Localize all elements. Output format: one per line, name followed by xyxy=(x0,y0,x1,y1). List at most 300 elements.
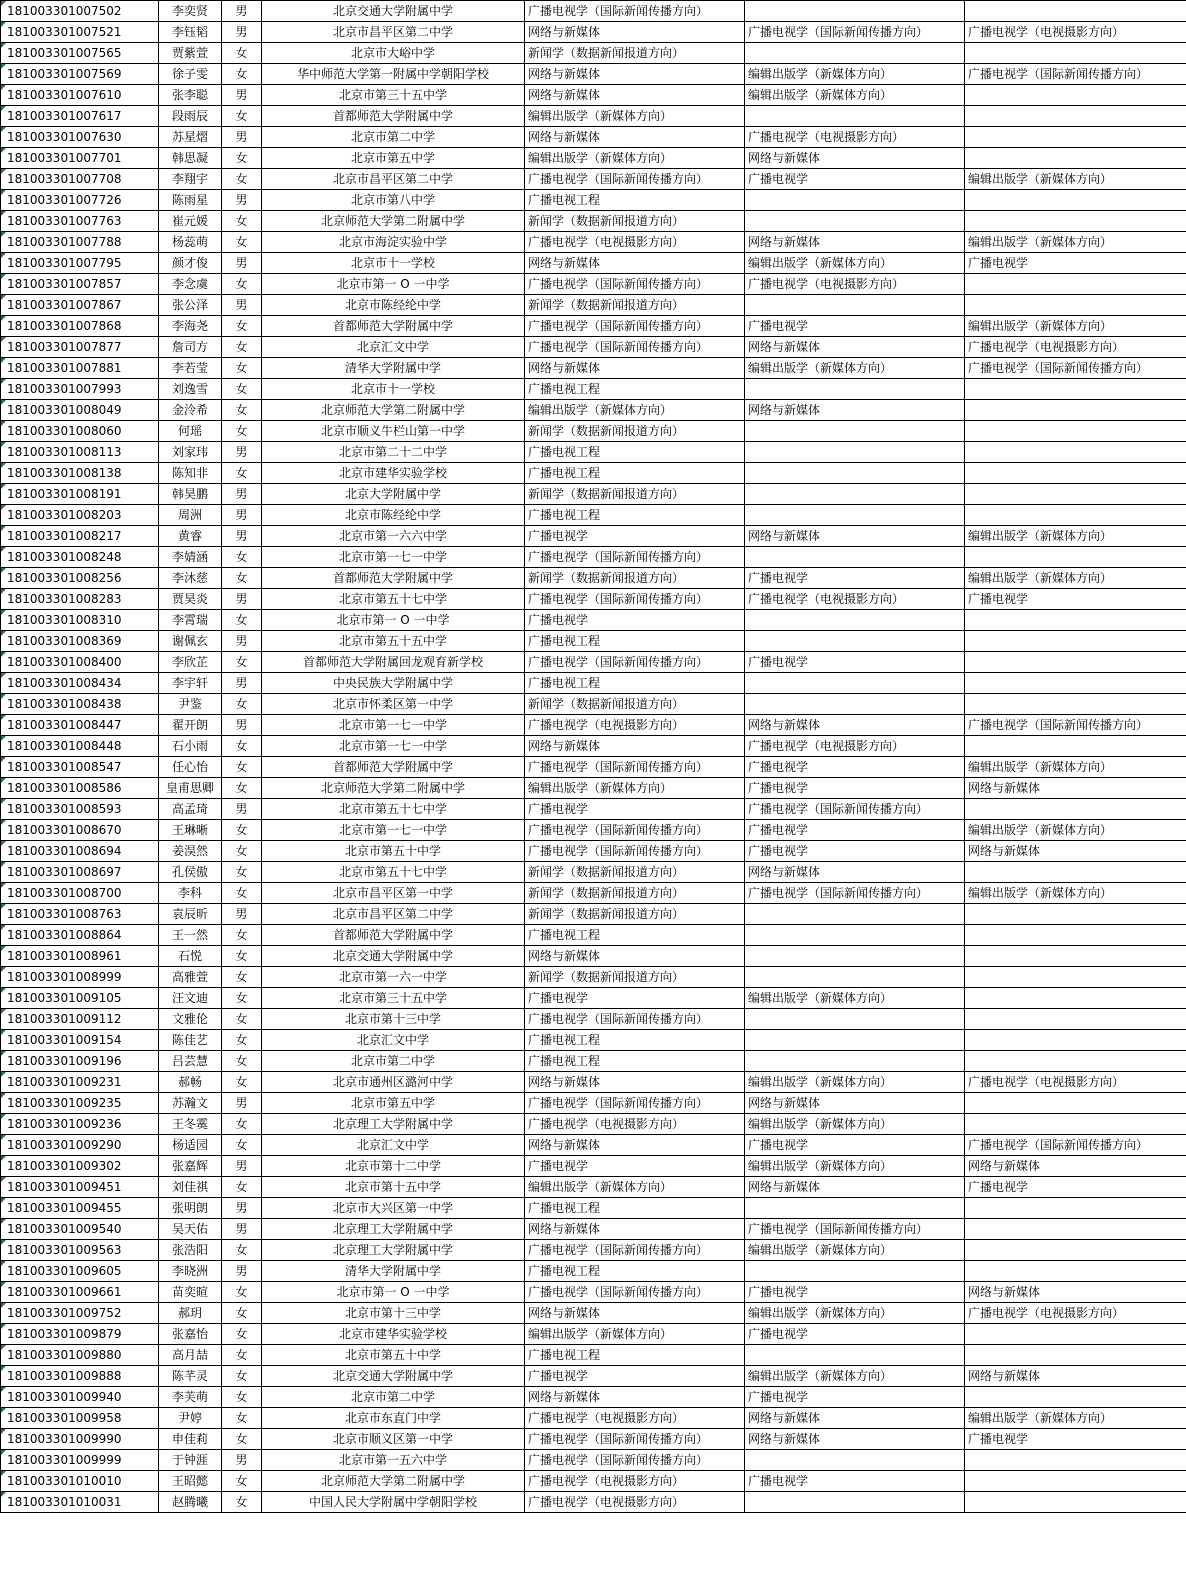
major-choice-3-cell[interactable]: 网络与新媒体 xyxy=(965,778,1186,799)
school-cell[interactable]: 北京市第五十七中学 xyxy=(262,589,525,610)
major-choice-2-cell[interactable]: 广播电视学（国际新闻传播方向） xyxy=(745,22,965,43)
major-choice-3-cell[interactable]: 广播电视学 xyxy=(965,1177,1186,1198)
gender-cell[interactable]: 女 xyxy=(222,1429,262,1450)
student-id-cell[interactable]: 181003301007569 xyxy=(1,64,159,85)
student-id-cell[interactable]: 181003301007610 xyxy=(1,85,159,106)
name-cell[interactable]: 苏星熠 xyxy=(159,127,222,148)
gender-cell[interactable]: 男 xyxy=(222,22,262,43)
name-cell[interactable]: 高雅萱 xyxy=(159,967,222,988)
student-id-cell[interactable]: 181003301008448 xyxy=(1,736,159,757)
major-choice-2-cell[interactable]: 网络与新媒体 xyxy=(745,1177,965,1198)
major-choice-1-cell[interactable]: 广播电视学（电视摄影方向） xyxy=(525,232,745,253)
student-id-cell[interactable]: 181003301007857 xyxy=(1,274,159,295)
major-choice-3-cell[interactable] xyxy=(965,1492,1186,1513)
student-id-cell[interactable]: 181003301007565 xyxy=(1,43,159,64)
major-choice-3-cell[interactable]: 编辑出版学（新媒体方向） xyxy=(965,169,1186,190)
gender-cell[interactable]: 男 xyxy=(222,85,262,106)
major-choice-2-cell[interactable]: 网络与新媒体 xyxy=(745,1093,965,1114)
major-choice-2-cell[interactable] xyxy=(745,1,965,22)
student-id-cell[interactable]: 181003301008438 xyxy=(1,694,159,715)
name-cell[interactable]: 陈雨星 xyxy=(159,190,222,211)
school-cell[interactable]: 北京市东直门中学 xyxy=(262,1408,525,1429)
name-cell[interactable]: 韩思凝 xyxy=(159,148,222,169)
school-cell[interactable]: 中央民族大学附属中学 xyxy=(262,673,525,694)
major-choice-1-cell[interactable]: 网络与新媒体 xyxy=(525,1072,745,1093)
school-cell[interactable]: 北京市第一七一中学 xyxy=(262,715,525,736)
major-choice-1-cell[interactable]: 广播电视学（国际新闻传播方向） xyxy=(525,1093,745,1114)
gender-cell[interactable]: 女 xyxy=(222,862,262,883)
major-choice-2-cell[interactable]: 编辑出版学（新媒体方向） xyxy=(745,1366,965,1387)
gender-cell[interactable]: 女 xyxy=(222,1177,262,1198)
name-cell[interactable]: 王冬霙 xyxy=(159,1114,222,1135)
student-id-cell[interactable]: 181003301009879 xyxy=(1,1324,159,1345)
major-choice-1-cell[interactable]: 广播电视工程 xyxy=(525,442,745,463)
major-choice-3-cell[interactable]: 广播电视学（国际新闻传播方向） xyxy=(965,358,1186,379)
name-cell[interactable]: 贾昊炎 xyxy=(159,589,222,610)
school-cell[interactable]: 首都师范大学附属中学 xyxy=(262,316,525,337)
major-choice-3-cell[interactable]: 广播电视学（电视摄影方向） xyxy=(965,337,1186,358)
school-cell[interactable]: 北京市第一 O 一中学 xyxy=(262,610,525,631)
major-choice-2-cell[interactable]: 广播电视学 xyxy=(745,1324,965,1345)
gender-cell[interactable]: 女 xyxy=(222,883,262,904)
student-id-cell[interactable]: 181003301008060 xyxy=(1,421,159,442)
major-choice-2-cell[interactable]: 广播电视学 xyxy=(745,1135,965,1156)
student-id-cell[interactable]: 181003301009105 xyxy=(1,988,159,1009)
major-choice-2-cell[interactable]: 编辑出版学（新媒体方向） xyxy=(745,358,965,379)
school-cell[interactable]: 北京市昌平区第一中学 xyxy=(262,883,525,904)
major-choice-2-cell[interactable]: 广播电视学 xyxy=(745,841,965,862)
school-cell[interactable]: 北京汇文中学 xyxy=(262,337,525,358)
major-choice-2-cell[interactable] xyxy=(745,694,965,715)
gender-cell[interactable]: 女 xyxy=(222,652,262,673)
major-choice-3-cell[interactable] xyxy=(965,1114,1186,1135)
major-choice-2-cell[interactable] xyxy=(745,211,965,232)
student-id-cell[interactable]: 181003301007795 xyxy=(1,253,159,274)
student-id-cell[interactable]: 181003301008217 xyxy=(1,526,159,547)
major-choice-2-cell[interactable]: 广播电视学 xyxy=(745,757,965,778)
gender-cell[interactable]: 女 xyxy=(222,778,262,799)
student-id-cell[interactable]: 181003301008670 xyxy=(1,820,159,841)
gender-cell[interactable]: 女 xyxy=(222,358,262,379)
gender-cell[interactable]: 女 xyxy=(222,337,262,358)
name-cell[interactable]: 高孟琦 xyxy=(159,799,222,820)
name-cell[interactable]: 任心怡 xyxy=(159,757,222,778)
major-choice-2-cell[interactable]: 广播电视学 xyxy=(745,1282,965,1303)
major-choice-3-cell[interactable] xyxy=(965,862,1186,883)
name-cell[interactable]: 李若莹 xyxy=(159,358,222,379)
name-cell[interactable]: 韩昊鹏 xyxy=(159,484,222,505)
major-choice-2-cell[interactable] xyxy=(745,946,965,967)
name-cell[interactable]: 崔元媛 xyxy=(159,211,222,232)
student-id-cell[interactable]: 181003301009235 xyxy=(1,1093,159,1114)
student-id-cell[interactable]: 181003301009455 xyxy=(1,1198,159,1219)
student-id-cell[interactable]: 181003301008447 xyxy=(1,715,159,736)
gender-cell[interactable]: 男 xyxy=(222,295,262,316)
gender-cell[interactable]: 女 xyxy=(222,547,262,568)
name-cell[interactable]: 孔侯傲 xyxy=(159,862,222,883)
school-cell[interactable]: 北京市海淀实验中学 xyxy=(262,232,525,253)
major-choice-2-cell[interactable] xyxy=(745,1051,965,1072)
major-choice-1-cell[interactable]: 网络与新媒体 xyxy=(525,127,745,148)
school-cell[interactable]: 北京市大峪中学 xyxy=(262,43,525,64)
major-choice-1-cell[interactable]: 广播电视工程 xyxy=(525,505,745,526)
gender-cell[interactable]: 女 xyxy=(222,1387,262,1408)
student-id-cell[interactable]: 181003301007521 xyxy=(1,22,159,43)
major-choice-3-cell[interactable]: 编辑出版学（新媒体方向） xyxy=(965,526,1186,547)
major-choice-2-cell[interactable]: 广播电视学（电视摄影方向） xyxy=(745,274,965,295)
major-choice-3-cell[interactable] xyxy=(965,463,1186,484)
major-choice-2-cell[interactable]: 编辑出版学（新媒体方向） xyxy=(745,1156,965,1177)
school-cell[interactable]: 北京市第五十七中学 xyxy=(262,799,525,820)
student-id-cell[interactable]: 181003301008961 xyxy=(1,946,159,967)
major-choice-1-cell[interactable]: 广播电视学 xyxy=(525,799,745,820)
major-choice-3-cell[interactable]: 编辑出版学（新媒体方向） xyxy=(965,757,1186,778)
student-id-cell[interactable]: 181003301007877 xyxy=(1,337,159,358)
student-id-cell[interactable]: 181003301009880 xyxy=(1,1345,159,1366)
student-id-cell[interactable]: 181003301007868 xyxy=(1,316,159,337)
name-cell[interactable]: 杨蕊萌 xyxy=(159,232,222,253)
major-choice-1-cell[interactable]: 新闻学（数据新闻报道方向） xyxy=(525,295,745,316)
major-choice-3-cell[interactable] xyxy=(965,442,1186,463)
gender-cell[interactable]: 女 xyxy=(222,1114,262,1135)
student-id-cell[interactable]: 181003301008049 xyxy=(1,400,159,421)
gender-cell[interactable]: 女 xyxy=(222,568,262,589)
major-choice-3-cell[interactable] xyxy=(965,379,1186,400)
major-choice-1-cell[interactable]: 新闻学（数据新闻报道方向） xyxy=(525,862,745,883)
name-cell[interactable]: 王昭懿 xyxy=(159,1471,222,1492)
gender-cell[interactable]: 女 xyxy=(222,841,262,862)
student-id-cell[interactable]: 181003301007881 xyxy=(1,358,159,379)
student-id-cell[interactable]: 181003301008283 xyxy=(1,589,159,610)
school-cell[interactable]: 北京市昌平区第二中学 xyxy=(262,169,525,190)
major-choice-3-cell[interactable] xyxy=(965,673,1186,694)
major-choice-3-cell[interactable] xyxy=(965,904,1186,925)
school-cell[interactable]: 首都师范大学附属中学 xyxy=(262,925,525,946)
major-choice-1-cell[interactable]: 广播电视学（国际新闻传播方向） xyxy=(525,1240,745,1261)
gender-cell[interactable]: 男 xyxy=(222,505,262,526)
major-choice-2-cell[interactable]: 网络与新媒体 xyxy=(745,862,965,883)
name-cell[interactable]: 李婧涵 xyxy=(159,547,222,568)
major-choice-2-cell[interactable] xyxy=(745,505,965,526)
major-choice-1-cell[interactable]: 广播电视学（国际新闻传播方向） xyxy=(525,820,745,841)
name-cell[interactable]: 于钟涯 xyxy=(159,1450,222,1471)
name-cell[interactable]: 李芙萌 xyxy=(159,1387,222,1408)
student-id-cell[interactable]: 181003301009196 xyxy=(1,1051,159,1072)
name-cell[interactable]: 苗奕暄 xyxy=(159,1282,222,1303)
major-choice-3-cell[interactable]: 编辑出版学（新媒体方向） xyxy=(965,883,1186,904)
major-choice-2-cell[interactable]: 编辑出版学（新媒体方向） xyxy=(745,253,965,274)
gender-cell[interactable]: 男 xyxy=(222,799,262,820)
major-choice-3-cell[interactable] xyxy=(965,1009,1186,1030)
major-choice-3-cell[interactable] xyxy=(965,547,1186,568)
major-choice-1-cell[interactable]: 广播电视学（国际新闻传播方向） xyxy=(525,274,745,295)
school-cell[interactable]: 北京市昌平区第二中学 xyxy=(262,22,525,43)
major-choice-1-cell[interactable]: 广播电视学（电视摄影方向） xyxy=(525,1114,745,1135)
name-cell[interactable]: 李沐慈 xyxy=(159,568,222,589)
major-choice-3-cell[interactable]: 广播电视学（国际新闻传播方向） xyxy=(965,715,1186,736)
major-choice-1-cell[interactable]: 广播电视学（电视摄影方向） xyxy=(525,1408,745,1429)
gender-cell[interactable]: 男 xyxy=(222,253,262,274)
major-choice-1-cell[interactable]: 广播电视学 xyxy=(525,1366,745,1387)
major-choice-1-cell[interactable]: 网络与新媒体 xyxy=(525,64,745,85)
name-cell[interactable]: 李翔宇 xyxy=(159,169,222,190)
gender-cell[interactable]: 女 xyxy=(222,1324,262,1345)
student-id-cell[interactable]: 181003301009154 xyxy=(1,1030,159,1051)
major-choice-2-cell[interactable] xyxy=(745,190,965,211)
gender-cell[interactable]: 女 xyxy=(222,1471,262,1492)
name-cell[interactable]: 张嘉辉 xyxy=(159,1156,222,1177)
gender-cell[interactable]: 女 xyxy=(222,1408,262,1429)
gender-cell[interactable]: 女 xyxy=(222,232,262,253)
name-cell[interactable]: 姜淏然 xyxy=(159,841,222,862)
major-choice-3-cell[interactable] xyxy=(965,799,1186,820)
name-cell[interactable]: 郝玥 xyxy=(159,1303,222,1324)
name-cell[interactable]: 颜才俊 xyxy=(159,253,222,274)
name-cell[interactable]: 苏瀚文 xyxy=(159,1093,222,1114)
major-choice-2-cell[interactable] xyxy=(745,1261,965,1282)
major-choice-1-cell[interactable]: 新闻学（数据新闻报道方向） xyxy=(525,421,745,442)
major-choice-1-cell[interactable]: 广播电视学（国际新闻传播方向） xyxy=(525,1450,745,1471)
major-choice-1-cell[interactable]: 网络与新媒体 xyxy=(525,253,745,274)
major-choice-3-cell[interactable]: 网络与新媒体 xyxy=(965,1366,1186,1387)
gender-cell[interactable]: 女 xyxy=(222,946,262,967)
major-choice-1-cell[interactable]: 广播电视学（国际新闻传播方向） xyxy=(525,1009,745,1030)
school-cell[interactable]: 北京市通州区潞河中学 xyxy=(262,1072,525,1093)
major-choice-1-cell[interactable]: 广播电视工程 xyxy=(525,925,745,946)
major-choice-1-cell[interactable]: 广播电视工程 xyxy=(525,1261,745,1282)
student-id-cell[interactable]: 181003301008700 xyxy=(1,883,159,904)
major-choice-1-cell[interactable]: 编辑出版学（新媒体方向） xyxy=(525,106,745,127)
gender-cell[interactable]: 男 xyxy=(222,1261,262,1282)
major-choice-3-cell[interactable] xyxy=(965,1,1186,22)
major-choice-2-cell[interactable]: 编辑出版学（新媒体方向） xyxy=(745,1072,965,1093)
gender-cell[interactable]: 男 xyxy=(222,1156,262,1177)
gender-cell[interactable]: 女 xyxy=(222,316,262,337)
school-cell[interactable]: 华中师范大学第一附属中学朝阳学校 xyxy=(262,64,525,85)
student-id-cell[interactable]: 181003301008138 xyxy=(1,463,159,484)
major-choice-2-cell[interactable]: 网络与新媒体 xyxy=(745,1429,965,1450)
school-cell[interactable]: 北京市怀柔区第一中学 xyxy=(262,694,525,715)
major-choice-1-cell[interactable]: 网络与新媒体 xyxy=(525,22,745,43)
major-choice-2-cell[interactable]: 编辑出版学（新媒体方向） xyxy=(745,1303,965,1324)
school-cell[interactable]: 北京市第五十中学 xyxy=(262,1345,525,1366)
major-choice-3-cell[interactable] xyxy=(965,652,1186,673)
student-id-cell[interactable]: 181003301008434 xyxy=(1,673,159,694)
name-cell[interactable]: 李晓洲 xyxy=(159,1261,222,1282)
gender-cell[interactable]: 女 xyxy=(222,64,262,85)
school-cell[interactable]: 北京市顺义区第一中学 xyxy=(262,1429,525,1450)
major-choice-1-cell[interactable]: 新闻学（数据新闻报道方向） xyxy=(525,211,745,232)
major-choice-2-cell[interactable]: 广播电视学 xyxy=(745,169,965,190)
gender-cell[interactable]: 男 xyxy=(222,715,262,736)
school-cell[interactable]: 北京市第二中学 xyxy=(262,1051,525,1072)
name-cell[interactable]: 李念虞 xyxy=(159,274,222,295)
gender-cell[interactable]: 女 xyxy=(222,400,262,421)
student-id-cell[interactable]: 181003301008864 xyxy=(1,925,159,946)
major-choice-1-cell[interactable]: 网络与新媒体 xyxy=(525,85,745,106)
major-choice-1-cell[interactable]: 新闻学（数据新闻报道方向） xyxy=(525,694,745,715)
school-cell[interactable]: 北京市第五十七中学 xyxy=(262,862,525,883)
major-choice-2-cell[interactable]: 网络与新媒体 xyxy=(745,1408,965,1429)
school-cell[interactable]: 北京大学附属中学 xyxy=(262,484,525,505)
major-choice-1-cell[interactable]: 广播电视学（国际新闻传播方向） xyxy=(525,547,745,568)
major-choice-2-cell[interactable]: 编辑出版学（新媒体方向） xyxy=(745,64,965,85)
student-id-cell[interactable]: 181003301008400 xyxy=(1,652,159,673)
gender-cell[interactable]: 女 xyxy=(222,1366,262,1387)
major-choice-3-cell[interactable]: 广播电视学（电视摄影方向） xyxy=(965,1303,1186,1324)
gender-cell[interactable]: 男 xyxy=(222,1198,262,1219)
major-choice-1-cell[interactable]: 新闻学（数据新闻报道方向） xyxy=(525,484,745,505)
student-id-cell[interactable]: 181003301007617 xyxy=(1,106,159,127)
school-cell[interactable]: 首都师范大学附属中学 xyxy=(262,106,525,127)
major-choice-3-cell[interactable] xyxy=(965,631,1186,652)
name-cell[interactable]: 李钰韬 xyxy=(159,22,222,43)
school-cell[interactable]: 北京市第一五六中学 xyxy=(262,1450,525,1471)
major-choice-1-cell[interactable]: 广播电视学 xyxy=(525,526,745,547)
major-choice-2-cell[interactable] xyxy=(745,1198,965,1219)
gender-cell[interactable]: 女 xyxy=(222,1240,262,1261)
school-cell[interactable]: 清华大学附属中学 xyxy=(262,1261,525,1282)
gender-cell[interactable]: 男 xyxy=(222,1093,262,1114)
student-id-cell[interactable]: 181003301009302 xyxy=(1,1156,159,1177)
name-cell[interactable]: 汪文迪 xyxy=(159,988,222,1009)
major-choice-1-cell[interactable]: 广播电视学 xyxy=(525,1156,745,1177)
school-cell[interactable]: 首都师范大学附属中学 xyxy=(262,757,525,778)
major-choice-2-cell[interactable] xyxy=(745,463,965,484)
name-cell[interactable]: 黄睿 xyxy=(159,526,222,547)
school-cell[interactable]: 北京市第二中学 xyxy=(262,1387,525,1408)
major-choice-2-cell[interactable]: 广播电视学（国际新闻传播方向） xyxy=(745,1219,965,1240)
major-choice-2-cell[interactable] xyxy=(745,379,965,400)
gender-cell[interactable]: 女 xyxy=(222,694,262,715)
name-cell[interactable]: 金泠希 xyxy=(159,400,222,421)
student-id-cell[interactable]: 181003301008763 xyxy=(1,904,159,925)
school-cell[interactable]: 北京市第一六一中学 xyxy=(262,967,525,988)
student-id-cell[interactable]: 181003301007630 xyxy=(1,127,159,148)
major-choice-2-cell[interactable] xyxy=(745,1030,965,1051)
major-choice-1-cell[interactable]: 广播电视工程 xyxy=(525,1051,745,1072)
major-choice-1-cell[interactable]: 广播电视工程 xyxy=(525,673,745,694)
major-choice-2-cell[interactable] xyxy=(745,1009,965,1030)
major-choice-2-cell[interactable]: 广播电视学（电视摄影方向） xyxy=(745,589,965,610)
student-id-cell[interactable]: 181003301009999 xyxy=(1,1450,159,1471)
major-choice-3-cell[interactable] xyxy=(965,967,1186,988)
student-id-cell[interactable]: 181003301009605 xyxy=(1,1261,159,1282)
school-cell[interactable]: 北京市陈经纶中学 xyxy=(262,295,525,316)
school-cell[interactable]: 北京市昌平区第二中学 xyxy=(262,904,525,925)
major-choice-1-cell[interactable]: 网络与新媒体 xyxy=(525,1303,745,1324)
major-choice-1-cell[interactable]: 新闻学（数据新闻报道方向） xyxy=(525,883,745,904)
gender-cell[interactable]: 女 xyxy=(222,1072,262,1093)
student-id-cell[interactable]: 181003301009290 xyxy=(1,1135,159,1156)
major-choice-1-cell[interactable]: 编辑出版学（新媒体方向） xyxy=(525,1177,745,1198)
major-choice-2-cell[interactable] xyxy=(745,43,965,64)
name-cell[interactable]: 郝畅 xyxy=(159,1072,222,1093)
school-cell[interactable]: 北京市十一学校 xyxy=(262,379,525,400)
major-choice-1-cell[interactable]: 广播电视学（电视摄影方向） xyxy=(525,715,745,736)
name-cell[interactable]: 赵腾曦 xyxy=(159,1492,222,1513)
major-choice-3-cell[interactable] xyxy=(965,1261,1186,1282)
major-choice-2-cell[interactable]: 网络与新媒体 xyxy=(745,715,965,736)
name-cell[interactable]: 吕芸慧 xyxy=(159,1051,222,1072)
major-choice-1-cell[interactable]: 广播电视学（国际新闻传播方向） xyxy=(525,1429,745,1450)
school-cell[interactable]: 北京市第十三中学 xyxy=(262,1303,525,1324)
school-cell[interactable]: 中国人民大学附属中学朝阳学校 xyxy=(262,1492,525,1513)
gender-cell[interactable]: 女 xyxy=(222,1303,262,1324)
major-choice-2-cell[interactable]: 网络与新媒体 xyxy=(745,400,965,421)
major-choice-3-cell[interactable]: 编辑出版学（新媒体方向） xyxy=(965,1408,1186,1429)
name-cell[interactable]: 何瑶 xyxy=(159,421,222,442)
gender-cell[interactable]: 女 xyxy=(222,1345,262,1366)
major-choice-3-cell[interactable] xyxy=(965,106,1186,127)
student-id-cell[interactable]: 181003301008547 xyxy=(1,757,159,778)
major-choice-3-cell[interactable]: 网络与新媒体 xyxy=(965,1282,1186,1303)
gender-cell[interactable]: 男 xyxy=(222,484,262,505)
name-cell[interactable]: 段雨辰 xyxy=(159,106,222,127)
name-cell[interactable]: 石小雨 xyxy=(159,736,222,757)
name-cell[interactable]: 杨适园 xyxy=(159,1135,222,1156)
gender-cell[interactable]: 女 xyxy=(222,211,262,232)
major-choice-3-cell[interactable] xyxy=(965,1219,1186,1240)
school-cell[interactable]: 北京市第十二中学 xyxy=(262,1156,525,1177)
gender-cell[interactable]: 女 xyxy=(222,925,262,946)
school-cell[interactable]: 北京市第五十中学 xyxy=(262,841,525,862)
name-cell[interactable]: 文雅伦 xyxy=(159,1009,222,1030)
major-choice-2-cell[interactable]: 广播电视学 xyxy=(745,652,965,673)
gender-cell[interactable]: 男 xyxy=(222,673,262,694)
name-cell[interactable]: 陈知非 xyxy=(159,463,222,484)
major-choice-3-cell[interactable] xyxy=(965,421,1186,442)
major-choice-1-cell[interactable]: 网络与新媒体 xyxy=(525,1219,745,1240)
name-cell[interactable]: 袁辰昕 xyxy=(159,904,222,925)
student-id-cell[interactable]: 181003301008113 xyxy=(1,442,159,463)
major-choice-3-cell[interactable] xyxy=(965,484,1186,505)
student-id-cell[interactable]: 181003301009661 xyxy=(1,1282,159,1303)
name-cell[interactable]: 周洲 xyxy=(159,505,222,526)
major-choice-1-cell[interactable]: 广播电视工程 xyxy=(525,1345,745,1366)
school-cell[interactable]: 北京交通大学附属中学 xyxy=(262,1,525,22)
student-id-cell[interactable]: 181003301010010 xyxy=(1,1471,159,1492)
major-choice-1-cell[interactable]: 广播电视学 xyxy=(525,988,745,1009)
name-cell[interactable]: 贾紫萱 xyxy=(159,43,222,64)
major-choice-1-cell[interactable]: 编辑出版学（新媒体方向） xyxy=(525,778,745,799)
major-choice-3-cell[interactable] xyxy=(965,1345,1186,1366)
major-choice-1-cell[interactable]: 新闻学（数据新闻报道方向） xyxy=(525,904,745,925)
student-id-cell[interactable]: 181003301007701 xyxy=(1,148,159,169)
school-cell[interactable]: 北京市建华实验学校 xyxy=(262,1324,525,1345)
school-cell[interactable]: 北京市陈经纶中学 xyxy=(262,505,525,526)
name-cell[interactable]: 皇甫思卿 xyxy=(159,778,222,799)
school-cell[interactable]: 北京师范大学第二附属中学 xyxy=(262,1471,525,1492)
name-cell[interactable]: 李宇轩 xyxy=(159,673,222,694)
major-choice-1-cell[interactable]: 广播电视工程 xyxy=(525,379,745,400)
school-cell[interactable]: 北京市第一七一中学 xyxy=(262,820,525,841)
major-choice-1-cell[interactable]: 广播电视学（国际新闻传播方向） xyxy=(525,1,745,22)
major-choice-3-cell[interactable] xyxy=(965,1387,1186,1408)
gender-cell[interactable]: 女 xyxy=(222,169,262,190)
name-cell[interactable]: 张明朗 xyxy=(159,1198,222,1219)
school-cell[interactable]: 北京汇文中学 xyxy=(262,1135,525,1156)
name-cell[interactable]: 尹鉴 xyxy=(159,694,222,715)
student-id-cell[interactable]: 181003301007708 xyxy=(1,169,159,190)
gender-cell[interactable]: 女 xyxy=(222,1051,262,1072)
school-cell[interactable]: 北京市第一七一中学 xyxy=(262,547,525,568)
major-choice-3-cell[interactable] xyxy=(965,610,1186,631)
gender-cell[interactable]: 女 xyxy=(222,463,262,484)
student-id-cell[interactable]: 181003301008369 xyxy=(1,631,159,652)
major-choice-2-cell[interactable]: 网络与新媒体 xyxy=(745,148,965,169)
major-choice-3-cell[interactable]: 广播电视学 xyxy=(965,253,1186,274)
